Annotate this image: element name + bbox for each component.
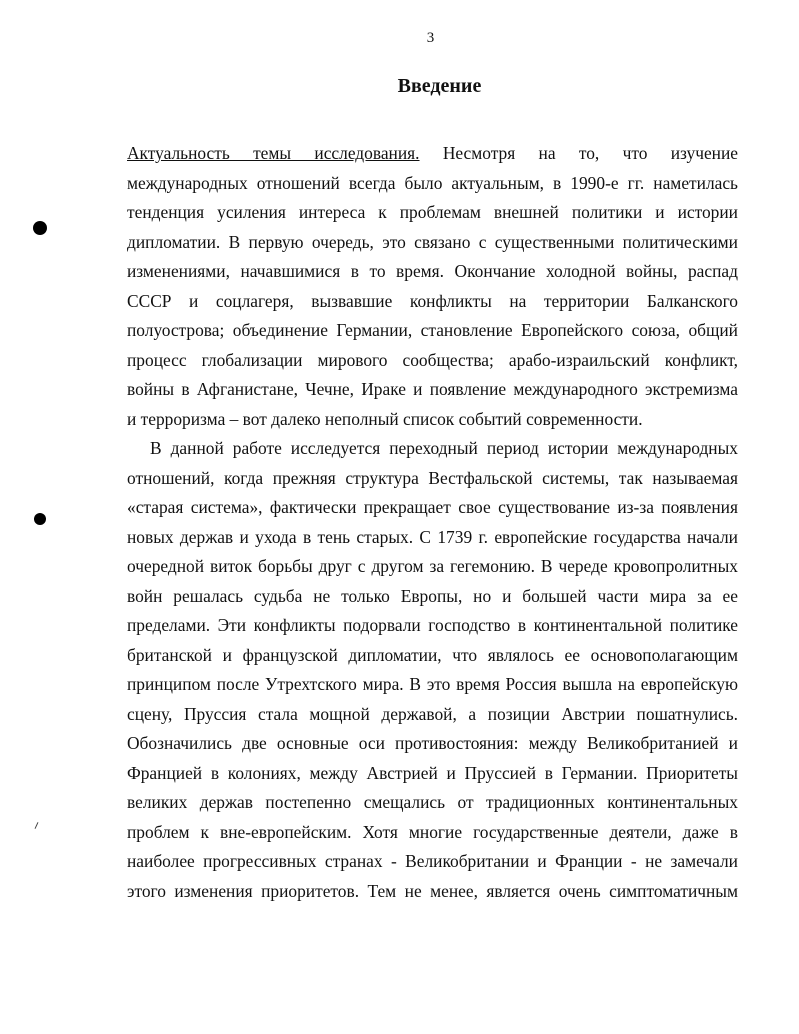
text-line: великих держав постепенно смещались от традиционных континентальных <box>127 792 738 812</box>
scan-mark-top <box>33 221 47 235</box>
paragraph-1 <box>127 139 738 434</box>
text-line: СССР и соцлагеря, вызвавшие конфликты на территории Балканского <box>127 290 738 311</box>
text-line: дипломатии. В первую очередь, это связано с существенными политическими <box>127 231 738 252</box>
body-text <box>127 139 738 906</box>
text-line: новых держав и ухода в тень старых. С 1739 г. европейские государства начали <box>127 526 738 547</box>
text-line: Обозначились две основные оси противостояния: между Великобританией и <box>127 733 738 753</box>
text-line: проблем к вне-европейским. Хотя многие государственные деятели, даже в <box>127 821 738 842</box>
text-line: В данной работе исследуется переходный период истории международных <box>150 438 738 458</box>
page-title: Введение <box>397 75 482 97</box>
text-line: и терроризма – вот далеко неполный список событий современности. <box>127 408 643 429</box>
section-lead: Актуальность темы исследования. <box>127 143 420 163</box>
text-line: очередной виток борьбы друг с другом за гегемонию. В череде кровопролитных <box>127 556 738 576</box>
text-line: полуострова; объединение Германии, становление Европейского союза, общий <box>127 320 738 340</box>
scan-tick <box>35 822 39 829</box>
text-line: принципом после Утрехтского мира. В это время Россия вышла на европейскую <box>127 674 738 694</box>
text-line: «старая система», фактически прекращает свое существование из-за появления <box>127 497 738 517</box>
text-line: британской и французской дипломатии, что являлось ее основополагающим <box>127 644 738 665</box>
scan-mark-middle <box>34 513 46 525</box>
text-line: сцену, Пруссия стала мощной державой, а позиции Австрии пошатнулись. <box>127 703 738 724</box>
text-line: процесс глобализации мирового сообщества; арабо-израильский конфликт, <box>127 349 738 370</box>
text-line: тенденция усиления интереса к проблемам внешней политики и истории <box>127 202 738 222</box>
text-line: отношений, когда прежняя структура Вестфальской системы, так называемая <box>127 467 738 488</box>
text-line: этого изменения приоритетов. Тем не менее, является очень симптоматичным <box>127 880 738 901</box>
text-line: Францией в колониях, между Австрией и Пруссией в Германии. Приоритеты <box>127 762 738 783</box>
text-line: наиболее прогрессивных странах - Великобритании и Франции - не замечали <box>127 851 738 871</box>
text-line: Актуальность темы исследования. Несмотря на то, что изучение <box>127 143 738 163</box>
text-line: войн решалась судьба не только Европы, но и большей части мира за ее <box>127 585 738 606</box>
page-number: 3 <box>426 30 435 46</box>
text-line: международных отношений всегда было актуальным, в 1990-е гг. наметилась <box>127 172 738 193</box>
paragraph-2 <box>127 434 738 906</box>
text-line: пределами. Эти конфликты подорвали господство в континентальной политике <box>127 615 738 635</box>
text-line: войны в Афганистане, Чечне, Ираке и появление международного экстремизма <box>127 379 738 399</box>
text-line: изменениями, начавшимися в то время. Окончание холодной войны, распад <box>127 261 738 281</box>
